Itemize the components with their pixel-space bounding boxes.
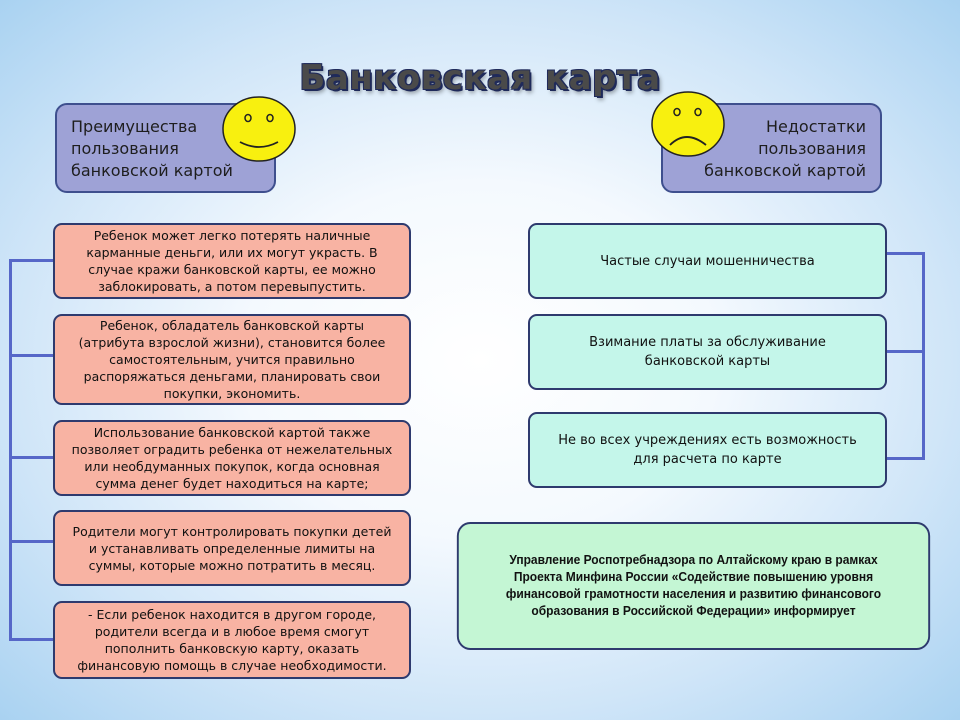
disadvantages-connector-tick bbox=[887, 350, 925, 353]
advantage-text-line: случае кражи банковской карты, ее можно bbox=[88, 262, 376, 277]
advantages-header-line: банковской картой bbox=[71, 161, 233, 180]
advantages-connector-tick bbox=[9, 540, 53, 543]
advantage-text-line: Использование банковской картой также bbox=[93, 425, 371, 440]
disadvantage-text-line: Не во всех учреждениях есть возможность bbox=[558, 433, 857, 448]
advantage-item bbox=[53, 420, 411, 496]
smiling-face-icon bbox=[220, 94, 300, 166]
disadvantages-header-line: банковской картой bbox=[704, 161, 866, 180]
advantage-text-line: пополнить банковскую карту, оказать bbox=[104, 641, 360, 656]
advantage-item bbox=[53, 510, 411, 586]
disadvantage-text-line: банковской карты bbox=[644, 354, 771, 369]
advantage-text-line: распоряжаться деньгами, планировать свои bbox=[83, 369, 381, 384]
disadvantage-item bbox=[528, 412, 887, 488]
advantages-connector-line bbox=[9, 260, 12, 640]
advantage-item bbox=[53, 314, 411, 405]
advantage-text-line: покупки, экономить. bbox=[163, 386, 301, 401]
info-notice-line: образования в Российской Федерации» информирует bbox=[531, 604, 856, 618]
advantage-text-line: или необдуманных покупок, когда основная bbox=[84, 459, 380, 474]
advantage-text-line: карманные деньги, или их могут украсть. В bbox=[86, 245, 378, 260]
advantages-header-line: пользования bbox=[71, 139, 179, 158]
disadvantage-text-line: для расчета по карте bbox=[633, 452, 782, 467]
advantage-text-line: сумма денег будет находиться на карте; bbox=[95, 476, 369, 491]
info-notice-line: Управление Роспотребнадзора по Алтайскому краю в рамках bbox=[509, 553, 878, 567]
advantage-text-line: и устанавливать определенные лимиты на bbox=[88, 540, 376, 556]
advantage-text-line: (атрибута взрослой жизни), становится более bbox=[78, 335, 386, 350]
advantages-connector-tick bbox=[9, 259, 53, 262]
advantage-text-line: позволяет оградить ребенка от нежелательных bbox=[71, 442, 393, 457]
page-title: Банковская карта bbox=[299, 58, 661, 98]
disadvantages-connector-tick bbox=[887, 252, 925, 255]
advantages-connector-tick bbox=[9, 638, 53, 641]
disadvantage-item bbox=[528, 314, 887, 390]
info-notice-line: финансовой грамотности населения и развитию финансового bbox=[505, 587, 882, 601]
disadvantages-connector-tick bbox=[887, 457, 925, 460]
disadvantage-text-line: Частые случаи мошенничества bbox=[600, 253, 815, 269]
advantages-connector-tick bbox=[9, 456, 53, 459]
advantage-text-line: заблокировать, а потом перевыпустить. bbox=[98, 279, 366, 294]
advantage-text-line: - Если ребенок находится в другом городе, bbox=[87, 607, 377, 622]
advantages-header-line: Преимущества bbox=[71, 117, 198, 136]
advantage-text-line: Ребенок может легко потерять наличные bbox=[93, 228, 371, 243]
advantage-text-line: родители всегда и в любое время смогут bbox=[94, 624, 370, 639]
advantage-item bbox=[53, 601, 411, 679]
disadvantage-item bbox=[528, 223, 887, 299]
disadvantages-header-line: Недостатки bbox=[765, 117, 866, 136]
advantage-text-line: Ребенок, обладатель банковской карты bbox=[99, 318, 365, 333]
advantage-text-line: самостоятельным, учится правильно bbox=[109, 352, 355, 367]
disadvantage-text-line: Взимание платы за обслуживание bbox=[589, 335, 826, 350]
advantage-item bbox=[53, 223, 411, 299]
advantage-text-line: финансовую помощь в случае необходимости. bbox=[77, 658, 387, 673]
info-notice-box bbox=[457, 522, 930, 650]
sad-face-icon bbox=[650, 89, 730, 161]
advantages-connector-tick bbox=[9, 354, 53, 357]
disadvantages-connector-line bbox=[922, 253, 925, 460]
info-notice-line: Проекта Минфина России «Содействие повышению уровня bbox=[513, 570, 874, 584]
advantage-text-line: Родители могут контролировать покупки детей bbox=[72, 523, 392, 539]
advantage-text-line: суммы, которые можно потратить в месяц. bbox=[88, 557, 376, 573]
disadvantages-header-line: пользования bbox=[758, 139, 866, 158]
